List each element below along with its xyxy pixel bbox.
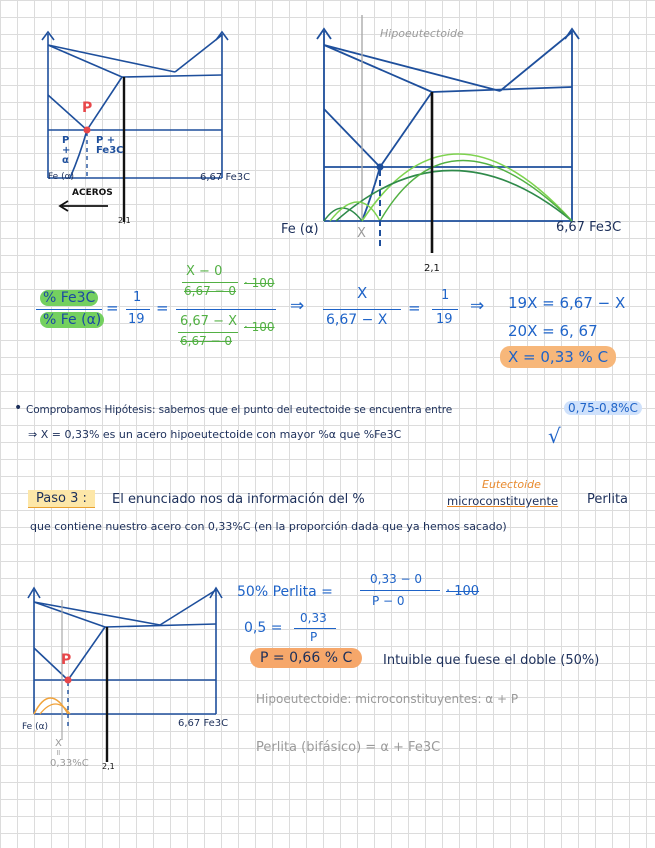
diagram3-label-eq: = — [53, 749, 63, 756]
eq1-frac-line-left — [36, 309, 102, 310]
paso3-line-1b: Perlita — [587, 492, 629, 507]
paso3-note: Eutectoide — [482, 478, 541, 491]
diagram1-label-aceros: ACEROS — [72, 188, 113, 198]
paso3-micro: microconstituyente — [447, 494, 559, 508]
eq1-nineteen-2: 19 — [436, 312, 453, 327]
diagram3-label-fe-alpha: Fe (α) — [22, 722, 49, 732]
diagram3-label-p: P — [61, 652, 72, 668]
paso3-line-1a: El enunciado nos da información del % — [112, 492, 365, 507]
eq1-frac-top-den: 6,67 − 0 — [184, 284, 237, 298]
eq2-line2-frac — [294, 628, 336, 629]
check-range: 0,75-0,8%C — [564, 401, 642, 415]
diagram3-label-667: 6,67 Fe3C — [178, 718, 229, 729]
eq1-num-fe3c: % Fe3C — [40, 290, 98, 306]
eq1-den-fe-alpha: % Fe (α) — [40, 312, 104, 328]
eq1-mid-den: 6,67 − X — [326, 312, 388, 328]
check-bullet: • — [14, 400, 23, 416]
eq2-line1-left: 50% Perlita = — [237, 584, 333, 600]
check-tick: √ — [548, 424, 561, 448]
eq1-result-2: 20X = 6, 67 — [508, 322, 598, 340]
eq2-line1-den: P − 0 — [372, 594, 405, 608]
diagram1-label-p-alpha: P + α — [62, 135, 71, 166]
eq1-arrow-1: ⇒ — [290, 296, 305, 316]
diagram2-label-fe-alpha: Fe (α) — [281, 222, 319, 237]
eq1-equals-3: = — [408, 299, 421, 317]
diagram3-label-21: 2,1 — [102, 762, 115, 771]
eq1-hundred-bot: · 100 — [244, 320, 275, 334]
eq1-equals-2: = — [156, 299, 169, 317]
diagram2-title: Hipoeutectoide — [380, 27, 464, 40]
eq2-comment: Intuible que fuese el doble (50%) — [383, 653, 600, 668]
eq1-mid-num: X — [357, 284, 368, 302]
eq1-frac-top: X − 0 — [186, 264, 223, 279]
diagram3-label-x: X — [55, 738, 62, 749]
paso3-label: Paso 3 : — [28, 490, 95, 508]
eq1-one-2: 1 — [441, 288, 450, 303]
diagram1-label-p: P — [82, 100, 93, 116]
eq1-hundred-top: · 100 — [244, 276, 275, 290]
diagram2-label-21: 2,1 — [424, 263, 440, 274]
phase-diagram-2 — [300, 15, 630, 280]
diagram1-label-p-fe3c: P + Fe3C — [96, 135, 124, 156]
eq2-line1-hundred: · 100 — [446, 584, 480, 599]
eq1-frac-bot-line — [178, 332, 238, 333]
eq1-arrow-2: ⇒ — [470, 296, 485, 316]
check-line-1: Comprobamos Hipótesis: sabemos que el punto del eutectoide se encuentra entre — [26, 404, 453, 416]
paso3-line-2: que contiene nuestro acero con 0,33%C (en la proporción dada que ya hemos sacado) — [30, 520, 507, 533]
eq2-line1-num: 0,33 − 0 — [370, 572, 423, 586]
eq1-equals-1: = — [106, 299, 119, 317]
eutectoid-point-2 — [377, 164, 384, 171]
diagram2-label-667: 6,67 Fe3C — [556, 220, 622, 235]
eq1-mid-line — [323, 309, 401, 310]
eq1-result-3: X = 0,33 % C — [500, 348, 616, 366]
eq1-one: 1 — [133, 290, 142, 305]
eq2-perlita: Perlita (bifásico) = α + Fe3C — [256, 740, 441, 755]
eq2-hypo: Hipoeutectoide: microconstituyentes: α + P — [256, 692, 519, 706]
diagram1-label-21: 2,1 — [118, 216, 131, 225]
eq1-frac-line-1-19 — [126, 309, 150, 310]
eq1-frac-top-line — [182, 282, 238, 283]
eutectoid-point-3 — [65, 677, 72, 684]
eq1-frac-bot-den: 6,67 − 0 — [180, 334, 233, 348]
eq1-nineteen: 19 — [128, 312, 145, 327]
diagram2-label-x: X — [357, 226, 366, 241]
eq2-line2-num: 0,33 — [300, 611, 327, 625]
eq1-result-1: 19X = 6,67 − X — [508, 294, 626, 312]
eq2-result: P = 0,66 % C — [250, 650, 362, 666]
eq2-line1-frac — [360, 590, 440, 591]
eq2-line2-left: 0,5 = — [244, 620, 283, 636]
eq1-frac-bot: 6,67 − X — [180, 314, 238, 329]
eq2-line2-den: P — [310, 630, 318, 644]
eq1-big-frac-line — [176, 309, 276, 310]
diagram3-label-033: 0,33%C — [50, 758, 89, 769]
check-line-2: ⇒ X = 0,33% es un acero hipoeutectoide con mayor %α que %Fe3C — [28, 428, 402, 441]
phase-diagram-1 — [30, 20, 260, 230]
eq1-frac-line-1-19-b — [432, 309, 458, 310]
diagram1-label-fe-alpha: Fe (α) — [48, 172, 75, 182]
eutectoid-point — [84, 127, 91, 134]
diagram1-label-667: 6,67 Fe3C — [200, 172, 251, 183]
